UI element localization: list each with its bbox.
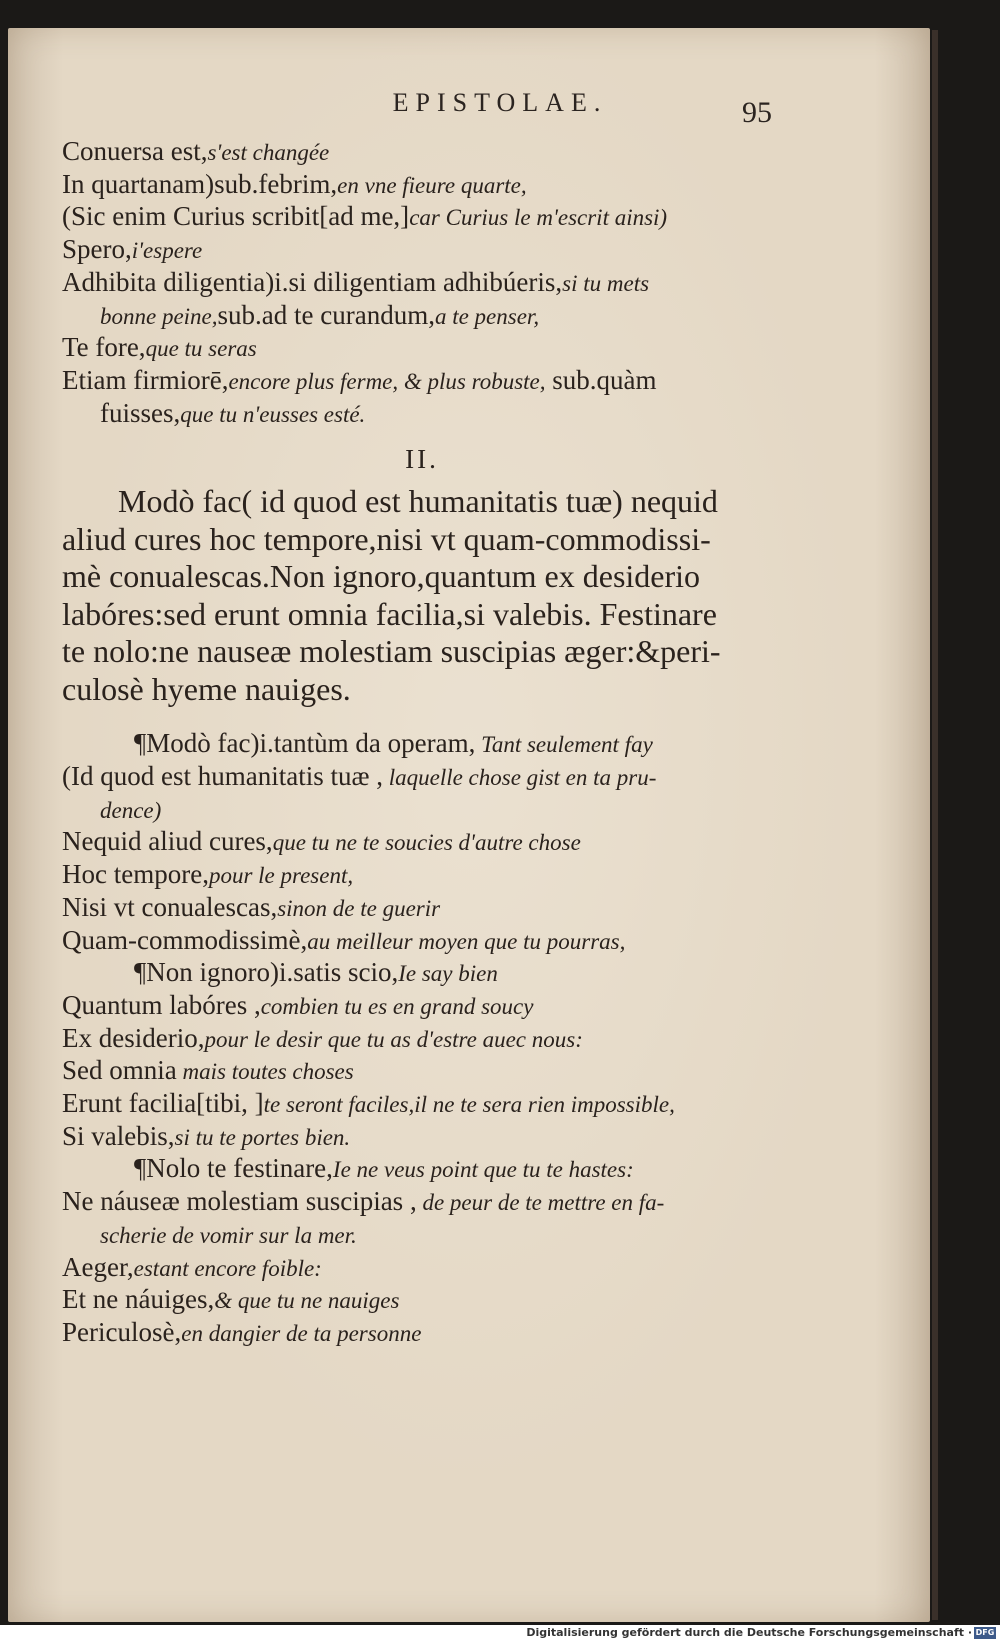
gloss-line [62, 1153, 782, 1186]
french-gloss: que tu seras [145, 336, 257, 362]
french-gloss: s'est changée [207, 140, 330, 165]
gloss-line [62, 234, 782, 267]
gloss-line [62, 957, 782, 990]
page-edge [932, 30, 938, 1620]
latin-text: ¶Non ignoro)i.satis scio, [134, 957, 399, 988]
latin-text: sub.quàm [545, 364, 657, 395]
french-gloss: mais toutes choses [176, 1059, 354, 1085]
gloss-line [62, 925, 782, 958]
gloss-line [62, 826, 782, 859]
latin-text: Te fore, [62, 332, 146, 363]
latin-text: Sed omnia [62, 1055, 177, 1086]
french-gloss: i'espere [131, 238, 203, 264]
gloss-line [62, 794, 782, 827]
french-gloss: de peur de te mettre en fa- [416, 1190, 665, 1216]
gloss-line [62, 761, 782, 794]
french-gloss: en dangier de ta personne [181, 1320, 422, 1346]
gloss-line [62, 1219, 782, 1252]
gloss-line [62, 169, 782, 202]
gloss-line [62, 136, 782, 169]
french-gloss: & que tu ne nauiges [214, 1288, 400, 1314]
gloss-line [62, 1023, 782, 1056]
latin-text: Quantum labóres , [62, 989, 261, 1020]
main-text-line: labóres:sed erunt omnia facilia,si valebis. Festinare [62, 595, 717, 632]
gloss-line [62, 1317, 782, 1350]
latin-text: Adhibita diligentia)i.si diligentiam adhibúeris, [62, 266, 563, 297]
french-gloss: que tu n'eusses esté. [180, 401, 366, 427]
latin-text: Periculosè, [62, 1316, 182, 1347]
gloss-block-2 [62, 728, 782, 1349]
french-gloss: que tu ne te soucies d'autre chose [272, 830, 581, 856]
main-text-line: te nolo:ne nauseæ molestiam suscipias æger:&peri- [62, 633, 721, 670]
gloss-line [62, 1252, 782, 1285]
latin-text: Etiam firmiorē, [62, 364, 229, 395]
latin-text: Ne náuseæ molestiam suscipias , [62, 1186, 417, 1217]
french-gloss: Ie say bien [398, 961, 498, 987]
main-text-line: Modò fac( id quod est humanitatis tuæ) nequid [118, 483, 718, 520]
main-text-line: culosè hyeme nauiges. [62, 670, 351, 707]
latin-text: In quartanam)sub.febrim, [62, 168, 338, 199]
latin-text: Et ne náuiges, [62, 1284, 215, 1315]
latin-text: Si valebis, [62, 1120, 175, 1151]
french-gloss: combien tu es en grand soucy [260, 993, 534, 1019]
french-gloss: car Curius le m'escrit ainsi) [409, 205, 668, 231]
french-gloss: pour le present, [208, 863, 354, 889]
french-gloss: te seront faciles,il ne te sera rien impossible, [263, 1092, 675, 1118]
latin-text: Spero, [62, 234, 132, 265]
gloss-line [62, 728, 782, 761]
latin-text: Aeger, [62, 1251, 134, 1282]
gloss-line [62, 1121, 782, 1154]
latin-text: Erunt facilia[tibi, ] [62, 1088, 264, 1119]
digitization-footer [0, 1625, 1000, 1642]
french-gloss: estant encore foible: [133, 1255, 322, 1281]
french-gloss: laquelle chose gist en ta pru- [382, 765, 657, 791]
main-text-line: aliud cures hoc tempore,nisi vt quam-commodissi- [62, 520, 711, 557]
text-block [62, 136, 782, 1350]
main-text-line: mè conualescas.Non ignoro,quantum ex desiderio [62, 558, 701, 595]
gloss-block-1 [62, 136, 782, 430]
gloss-line [62, 1284, 782, 1317]
french-gloss: encore plus ferme, & plus robuste, [228, 368, 546, 394]
latin-text: Nisi vt conualescas, [62, 891, 278, 922]
french-gloss: si tu te portes bien. [174, 1124, 351, 1150]
french-gloss: Ie ne veus point que tu te hastes: [332, 1157, 634, 1183]
footer-credit: Digitalisierung gefördert durch die Deutsche Forschungsgemeinschaft · [526, 1626, 972, 1639]
french-gloss: scherie de vomir sur la mer. [100, 1222, 357, 1248]
gloss-line [62, 201, 782, 234]
gloss-line [62, 398, 782, 431]
gloss-line [62, 990, 782, 1023]
gloss-line [62, 1055, 782, 1088]
page-number: 95 [742, 96, 772, 129]
french-gloss: bonne peine, [100, 303, 218, 329]
dfg-logo: DFG [975, 1628, 995, 1637]
gloss-line [62, 892, 782, 925]
french-gloss: pour le desir que tu as d'estre auec nous: [204, 1026, 583, 1052]
latin-text: sub.ad te curandum, [217, 299, 435, 330]
gloss-line [62, 332, 782, 365]
gloss-line [62, 300, 782, 333]
latin-text: ¶Nolo te festinare, [134, 1153, 333, 1184]
latin-text: (Sic enim Curius scribit[ad me,] [62, 201, 410, 232]
french-gloss: sinon de te guerir [277, 895, 441, 921]
running-title: EPISTOLAE. [392, 88, 608, 117]
gloss-line [62, 1186, 782, 1219]
gloss-line [62, 267, 782, 300]
gloss-line [62, 1088, 782, 1121]
gloss-line [62, 859, 782, 892]
latin-text: Quam-commodissimè, [62, 924, 308, 955]
french-gloss: a te penser, [434, 303, 540, 329]
latin-text: Ex desiderio, [62, 1022, 205, 1053]
latin-text: fuisses, [100, 397, 181, 428]
french-gloss: Tant seulement fay [475, 732, 653, 758]
latin-text: Nequid aliud cures, [62, 826, 273, 857]
french-gloss: dence) [100, 797, 162, 823]
section-number: II. [405, 444, 439, 475]
latin-text: Hoc tempore, [62, 859, 209, 890]
latin-text: (Id quod est humanitatis tuæ , [62, 761, 383, 792]
latin-text: ¶Modò fac)i.tantùm da operam, [134, 728, 476, 759]
french-gloss: en vne fieure quarte, [337, 172, 527, 198]
french-gloss: au meilleur moyen que tu pourras, [307, 928, 626, 954]
gloss-line [62, 365, 782, 398]
main-paragraph [62, 483, 782, 708]
french-gloss: si tu mets [562, 270, 650, 296]
latin-text: Conuersa est, [62, 136, 208, 166]
